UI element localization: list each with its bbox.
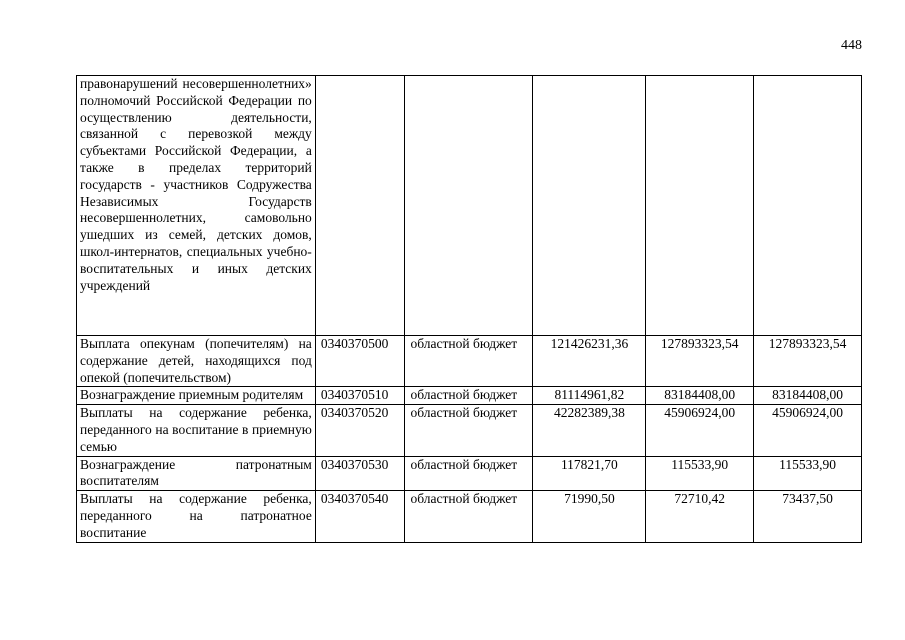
value-cell-year3 <box>754 76 862 336</box>
program-name-cell: Выплаты на содержание ребенка, переданного на воспитание в приемную семью <box>77 405 316 456</box>
funding-source-cell: областной бюджет <box>405 456 533 491</box>
value-cell-year1: 81114961,82 <box>533 387 646 405</box>
value-cell-year1: 117821,70 <box>533 456 646 491</box>
code-cell: 0340370520 <box>315 405 405 456</box>
code-cell <box>315 76 405 336</box>
code-cell: 0340370540 <box>315 491 405 542</box>
program-name-cell: Вознаграждение приемным родителям <box>77 387 316 405</box>
funding-source-cell: областной бюджет <box>405 336 533 387</box>
value-cell-year2: 83184408,00 <box>646 387 754 405</box>
value-cell-year2 <box>646 76 754 336</box>
program-name-cell: Выплата опекунам (попечителям) на содержание детей, находящихся под опекой (попечительством) <box>77 336 316 387</box>
value-cell-year2: 45906924,00 <box>646 405 754 456</box>
table-row <box>77 387 862 405</box>
funding-source-cell: областной бюджет <box>405 491 533 542</box>
value-cell-year3: 45906924,00 <box>754 405 862 456</box>
value-cell-year2: 127893323,54 <box>646 336 754 387</box>
funding-source-cell <box>405 76 533 336</box>
code-cell: 0340370530 <box>315 456 405 491</box>
value-cell-year3: 73437,50 <box>754 491 862 542</box>
value-cell-year2: 72710,42 <box>646 491 754 542</box>
code-cell: 0340370510 <box>315 387 405 405</box>
value-cell-year1: 42282389,38 <box>533 405 646 456</box>
value-cell-year1 <box>533 76 646 336</box>
program-name-cell: правонарушений несовершеннолетних» полномочий Российской Федерации по осуществлению деятельности, связанной с перевозкой между субъектами Российской Федерации, а также в пределах территорий государств - участников Содружества Независимых Государств несовершеннолетних, самовольно ушедших из семей, детских домов, школ-интернатов, специальных учебно-воспитательных и иных детских учреждений <box>77 76 316 336</box>
value-cell-year2: 115533,90 <box>646 456 754 491</box>
value-cell-year3: 127893323,54 <box>754 336 862 387</box>
funding-source-cell: областной бюджет <box>405 387 533 405</box>
value-cell-year1: 71990,50 <box>533 491 646 542</box>
table-row <box>77 405 862 456</box>
table-row <box>77 491 862 542</box>
table-row <box>77 76 862 336</box>
value-cell-year1: 121426231,36 <box>533 336 646 387</box>
budget-table <box>76 75 862 543</box>
value-cell-year3: 83184408,00 <box>754 387 862 405</box>
value-cell-year3: 115533,90 <box>754 456 862 491</box>
page-number: 448 <box>841 38 862 53</box>
table-row <box>77 336 862 387</box>
program-name-cell: Выплаты на содержание ребенка, переданного на патронатное воспитание <box>77 491 316 542</box>
table-row <box>77 456 862 491</box>
funding-source-cell: областной бюджет <box>405 405 533 456</box>
program-name-cell: Вознаграждение патронатным воспитателям <box>77 456 316 491</box>
code-cell: 0340370500 <box>315 336 405 387</box>
